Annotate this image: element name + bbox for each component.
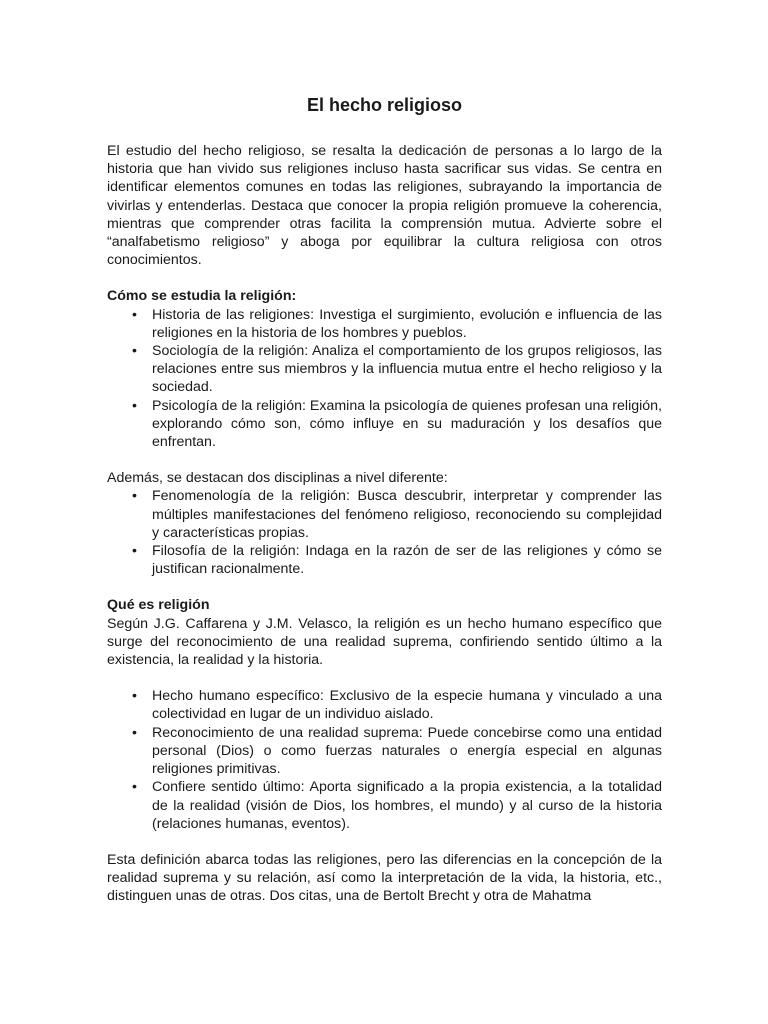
definition-paragraph: Según J.G. Caffarena y J.M. Velasco, la religión es un hecho humano específico que surge del reconocimiento de una realidad suprema, confiriendo sentido último a la existencia, la realidad y la historia. bbox=[107, 615, 662, 669]
definition-list bbox=[107, 687, 662, 833]
list-item: • Fenomenología de la religión: Busca descubrir, interpretar y comprender las múltiples manifestaciones del fenómeno religioso, reconociendo su complejidad y características propias. bbox=[107, 487, 662, 542]
list-item: • Reconocimiento de una realidad suprema: Puede concebirse como una entidad personal (Dios) o como fuerzas naturales o energía especial en algunas religiones primitivas. bbox=[107, 724, 662, 779]
spacer bbox=[107, 833, 662, 851]
spacer bbox=[107, 669, 662, 687]
what-heading: Qué es religión bbox=[107, 597, 210, 614]
list-item: • Sociología de la religión: Analiza el comportamiento de los grupos religiosos, las relaciones entre sus miembros y la influencia mutua entre el hecho religioso y la sociedad. bbox=[107, 342, 662, 397]
list-item: • Filosofía de la religión: Indaga en la razón de ser de las religiones y cómo se justifican racionalmente. bbox=[107, 542, 662, 578]
disciplines-list bbox=[107, 487, 662, 578]
study-heading: Cómo se estudia la religión: bbox=[107, 288, 297, 305]
spacer bbox=[107, 451, 662, 469]
closing-paragraph: Esta definición abarca todas las religiones, pero las diferencias en la concepción de la realidad suprema y su relación, así como la interpretación de la vida, la historia, etc., distinguen unas de otras. Dos citas, una de Bertolt Brecht y otra de Mahatma bbox=[107, 851, 662, 905]
list-item: • Confiere sentido último: Aporta significado a la propia existencia, a la totalidad de la realidad (visión de Dios, los hombres, el mundo) y al curso de la historia (relaciones humanas, eventos). bbox=[107, 778, 662, 833]
document-page bbox=[107, 94, 662, 906]
spacer bbox=[107, 578, 662, 596]
study-list bbox=[107, 306, 662, 452]
intro-paragraph: El estudio del hecho religioso, se resalta la dedicación de personas a lo largo de la historia que han vivido sus religiones incluso hasta sacrificar sus vidas. Se centra en identificar elementos comunes en todas las religiones, subrayando la importancia de vivirlas y entenderlas. Destaca que conocer la propia religión promueve la coherencia, mientras que comprender otras facilita la comprensión mutua. Advierte sobre el “analfabetismo religioso” y aboga por equilibrar la cultura religiosa con otros conocimientos. bbox=[107, 143, 662, 269]
list-item: • Historia de las religiones: Investiga el surgimiento, evolución e influencia de las religiones en la historia de los hombres y pueblos. bbox=[107, 306, 662, 342]
spacer bbox=[107, 269, 662, 287]
disciplines-intro: Además, se destacan dos disciplinas a nivel diferente: bbox=[107, 470, 448, 487]
list-item: • Psicología de la religión: Examina la psicología de quienes profesan una religión, explorando cómo son, cómo influye en su maduración y los desafíos que enfrentan. bbox=[107, 397, 662, 452]
page-title: El hecho religioso bbox=[306, 95, 463, 115]
list-item: • Hecho humano específico: Exclusivo de la especie humana y vinculado a una colectividad en lugar de un individuo aislado. bbox=[107, 687, 662, 723]
